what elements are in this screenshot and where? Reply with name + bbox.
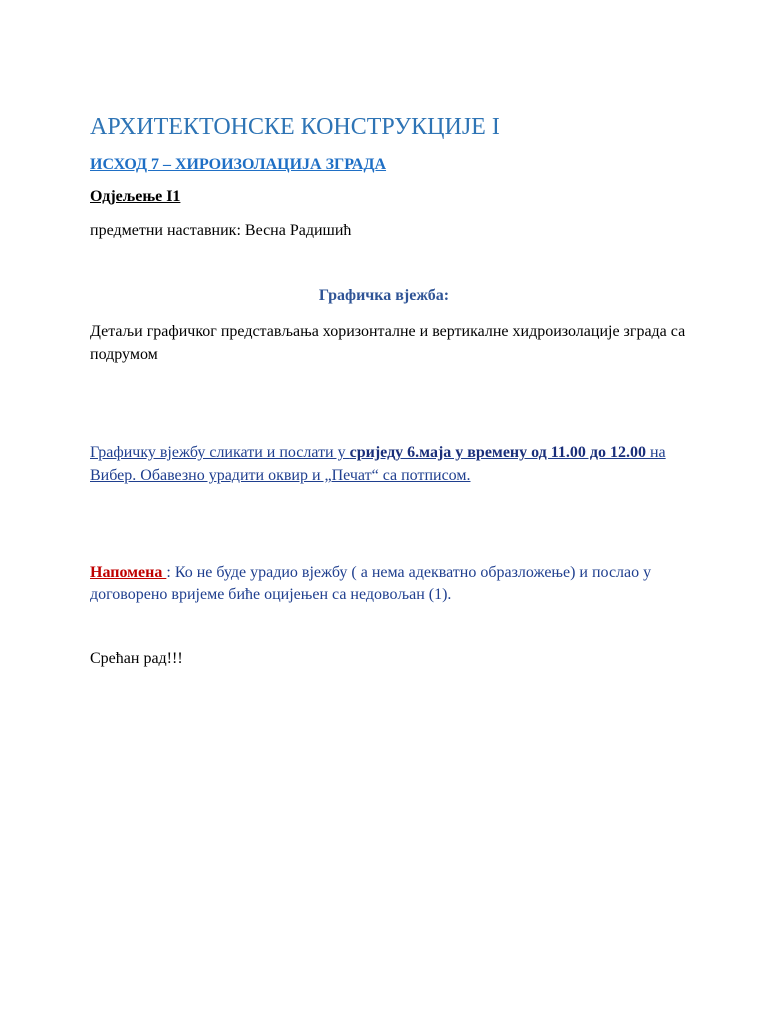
submission-instructions [90,441,690,487]
note-text: : Ко не буде урадио вјежбу ( а нема адекватно образложење) и послао у договорено вријеме биће оцијењен са недовољан (1). [90,564,652,603]
department-label: Одјељење I1 [90,188,181,205]
note-label: Напомена [90,564,167,581]
note-paragraph [90,562,690,606]
document-subtitle: ИСХОД 7 – ХИРОИЗОЛАЦИЈА ЗГРАДА [90,156,387,173]
exercise-description: Детаљи графичког представљања хоризонталне и вертикалне хидроизолације зграда са подрумом [90,323,686,363]
teacher-line: предметни наставник: Весна Радишић [90,222,352,239]
closing-line: Срећан рад!!! [90,650,183,667]
instructions-part-3: на Вибер. Обавезно урадити оквир и „Печат“ са потписом. [90,444,666,484]
exercise-heading: Графичка вјежба: [318,287,450,304]
instructions-deadline: сриједу 6.маја у времену од 11.00 до 12.00 [349,444,650,461]
instructions-part-1: Графичку вјежбу сликати и послати у [90,444,350,461]
document-title: АРХИТЕКТОНСКЕ КОНСТРУКЦИЈЕ I [90,114,500,140]
